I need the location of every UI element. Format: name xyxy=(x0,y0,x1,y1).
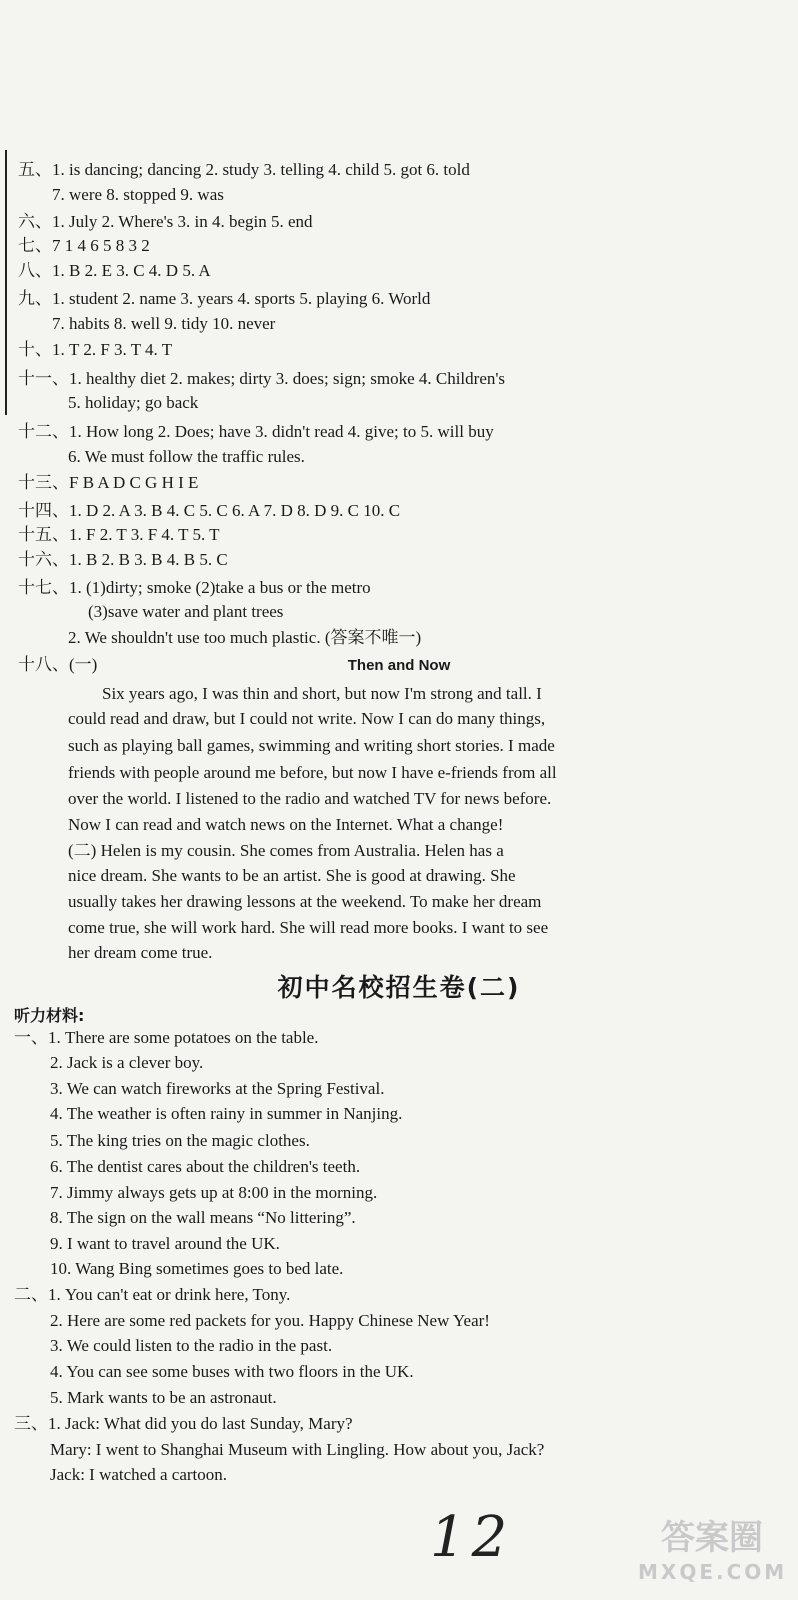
listening-line: 5. The king tries on the magic clothes. xyxy=(50,1131,310,1150)
listening-line: 3. We can watch fireworks at the Spring Festival. xyxy=(50,1079,385,1098)
answer-line-9: 九、1. student 2. name 3. years 4. sports 5. playing 6. World xyxy=(18,289,431,308)
margin-rule xyxy=(5,150,7,415)
essay1-line: Six years ago, I was thin and short, but now I'm strong and tall. I xyxy=(102,684,542,703)
listening-line: 3. We could listen to the radio in the past. xyxy=(50,1336,333,1355)
watermark-url: MXQE.COM xyxy=(638,1560,788,1584)
answer-line-11: 十一、1. healthy diet 2. makes; dirty 3. does; sign; smoke 4. Children's xyxy=(18,369,506,388)
listening-line: 4. The weather is often rainy in summer in Nanjing. xyxy=(50,1104,403,1123)
answer-line-9-cont: 7. habits 8. well 9. tidy 10. never xyxy=(52,314,276,333)
answer-line-11-cont: 5. holiday; go back xyxy=(68,393,199,412)
answer-line-17-cont2: 2. We shouldn't use too much plastic. (答案不唯一) xyxy=(68,628,422,647)
listening-line: 5. Mark wants to be an astronaut. xyxy=(50,1388,277,1407)
listening-line: 二、1. You can't eat or drink here, Tony. xyxy=(14,1285,291,1304)
listening-line: 2. Here are some red packets for you. Happy Chinese New Year! xyxy=(50,1311,490,1330)
essay-title: Then and Now xyxy=(347,657,451,674)
answer-line-14: 十四、1. D 2. A 3. B 4. C 5. C 6. A 7. D 8. D 9. C 10. C xyxy=(18,501,401,520)
answer-line-15: 十五、1. F 2. T 3. F 4. T 5. T xyxy=(18,525,220,544)
listening-line: 7. Jimmy always gets up at 8:00 in the morning. xyxy=(50,1183,378,1202)
essay2-line: come true, she will work hard. She will read more books. I want to see xyxy=(68,918,549,937)
answer-line-7: 七、7 1 4 6 5 8 3 2 xyxy=(18,236,150,255)
watermark-logo xyxy=(638,1516,786,1592)
answer-line-17: 十七、1. (1)dirty; smoke (2)take a bus or the metro xyxy=(18,578,371,597)
answer-line-13: 十三、F B A D C G H I E xyxy=(18,473,199,492)
listening-line: 8. The sign on the wall means “No littering”. xyxy=(50,1208,356,1227)
answer-line-6: 六、1. July 2. Where's 3. in 4. begin 5. end xyxy=(18,212,313,231)
essay1-line: over the world. I listened to the radio and watched TV for news before. xyxy=(68,789,552,808)
answer-line-5: 五、1. is dancing; dancing 2. study 3. telling 4. child 5. got 6. told xyxy=(18,160,470,179)
answer-line-12: 十二、1. How long 2. Does; have 3. didn't read 4. give; to 5. will buy xyxy=(18,422,494,441)
listening-line: 三、1. Jack: What did you do last Sunday, Mary? xyxy=(14,1414,353,1433)
listening-line: Jack: I watched a cartoon. xyxy=(50,1465,227,1484)
listening-line: 4. You can see some buses with two floors in the UK. xyxy=(50,1362,414,1381)
essay2-line: nice dream. She wants to be an artist. She is good at drawing. She xyxy=(68,866,516,885)
essay1-line: could read and draw, but I could not write. Now I can do many things, xyxy=(68,709,546,728)
essay2-line: (二) Helen is my cousin. She comes from Australia. Helen has a xyxy=(68,841,504,860)
answer-line-17-cont1: (3)save water and plant trees xyxy=(88,602,284,621)
answer-line-8: 八、1. B 2. E 3. C 4. D 5. A xyxy=(18,261,211,280)
essay2-line: her dream come true. xyxy=(68,943,213,962)
listening-label: 听力材料: xyxy=(14,1006,85,1025)
essay1-line: such as playing ball games, swimming and writing short stories. I made xyxy=(68,736,555,755)
listening-line: 9. I want to travel around the UK. xyxy=(50,1234,280,1253)
answer-line-16: 十六、1. B 2. B 3. B 4. B 5. C xyxy=(18,550,228,569)
listening-line: 10. Wang Bing sometimes goes to bed late. xyxy=(50,1259,344,1278)
listening-line: 2. Jack is a clever boy. xyxy=(50,1053,204,1072)
listening-line: 一、1. There are some potatoes on the table. xyxy=(14,1028,319,1047)
essay1-line: friends with people around me before, but now I have e-friends from all xyxy=(68,763,557,782)
page-number: 12 xyxy=(430,1505,514,1570)
essay2-line: usually takes her drawing lessons at the weekend. To make her dream xyxy=(68,892,542,911)
answer-line-12-cont: 6. We must follow the traffic rules. xyxy=(68,447,305,466)
answer-line-5-cont: 7. were 8. stopped 9. was xyxy=(52,185,224,204)
watermark-text: 答案圈 xyxy=(661,1518,763,1558)
essay1-line: Now I can read and watch news on the Internet. What a change! xyxy=(68,815,504,834)
exam-title: 初中名校招生卷(二) xyxy=(277,973,521,1002)
listening-line: Mary: I went to Shanghai Museum with Lingling. How about you, Jack? xyxy=(50,1440,545,1459)
listening-line: 6. The dentist cares about the children's teeth. xyxy=(50,1157,361,1176)
answer-line-18: 十八、(一) xyxy=(18,655,98,674)
answer-line-10: 十、1. T 2. F 3. T 4. T xyxy=(18,340,173,359)
